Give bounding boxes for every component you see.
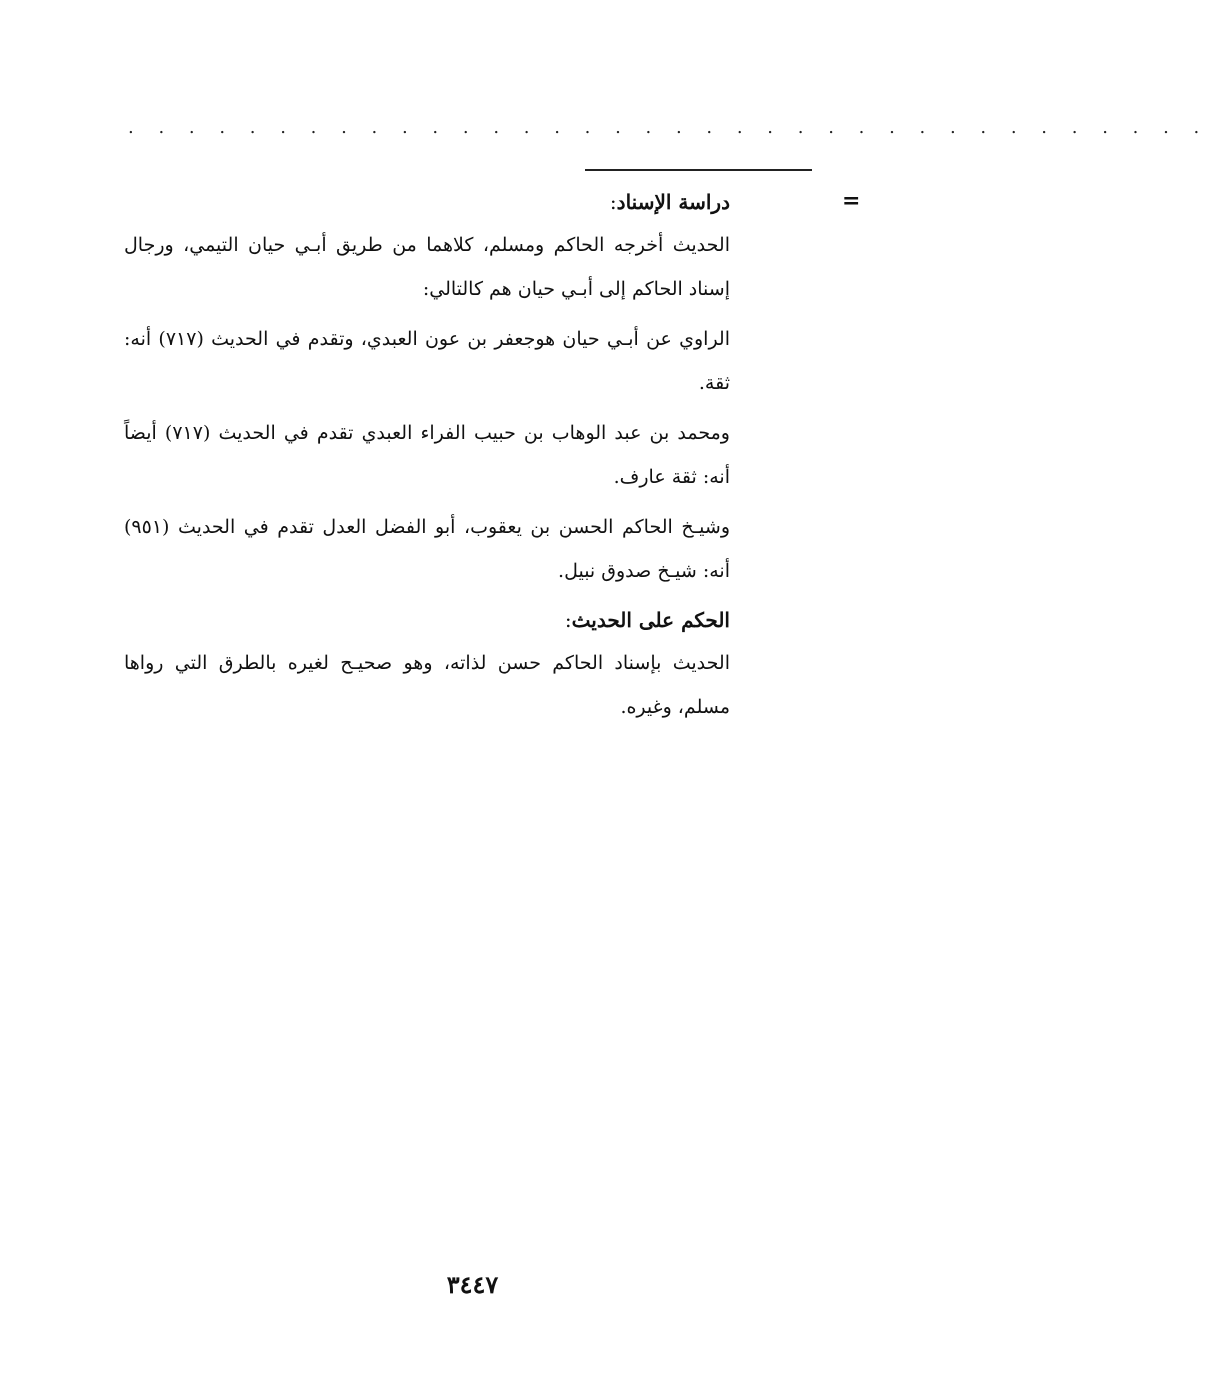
continuation-mark: = bbox=[842, 188, 861, 214]
ruling-heading-colon: : bbox=[564, 608, 572, 632]
isnad-paragraph: الراوي عن أبـي حيان هوجعفر بن عون العبدي، وتقدم في الحديث (٧١٧) أنه: ثقة. bbox=[124, 328, 730, 394]
isnad-study-heading bbox=[124, 185, 730, 219]
footnote-rule bbox=[585, 169, 812, 171]
footnote-body bbox=[124, 185, 730, 735]
ruling-heading-text: الحكم على الحديث bbox=[571, 608, 730, 632]
page-number: ٣٤٤٧ bbox=[446, 1270, 499, 1299]
isnad-paragraph: الحديث أخرجه الحاكم ومسلم، كلاهما من طريق أبـي حيان التيمي، ورجال إسناد الحاكم إلى أبـي حيان هم كالتالي: bbox=[124, 234, 730, 300]
isnad-paragraph: وشيـخ الحاكم الحسن بن يعقوب، أبو الفضل العدل تقدم في الحديث (٩٥١) أنه: شيـخ صدوق نبيل. bbox=[124, 516, 730, 582]
footnote-separator-dots: . . . . . . . . . . . . . . . . . . . . . . . . . . . . . . . . . . . . bbox=[128, 117, 1209, 138]
ruling-heading bbox=[124, 603, 730, 637]
isnad-paragraph: ومحمد بن عبد الوهاب بن حبيب الفراء العبدي تقدم في الحديث (٧١٧) أيضاً أنه: ثقة عارف. bbox=[124, 422, 730, 488]
ruling-paragraph: الحديث بإسناد الحاكم حسن لذاته، وهو صحيـح لغيره بالطرق التي رواها مسلم، وغيره. bbox=[124, 652, 730, 718]
isnad-study-heading-text: دراسة الإسناد bbox=[616, 190, 730, 214]
isnad-study-heading-colon: : bbox=[609, 190, 617, 214]
